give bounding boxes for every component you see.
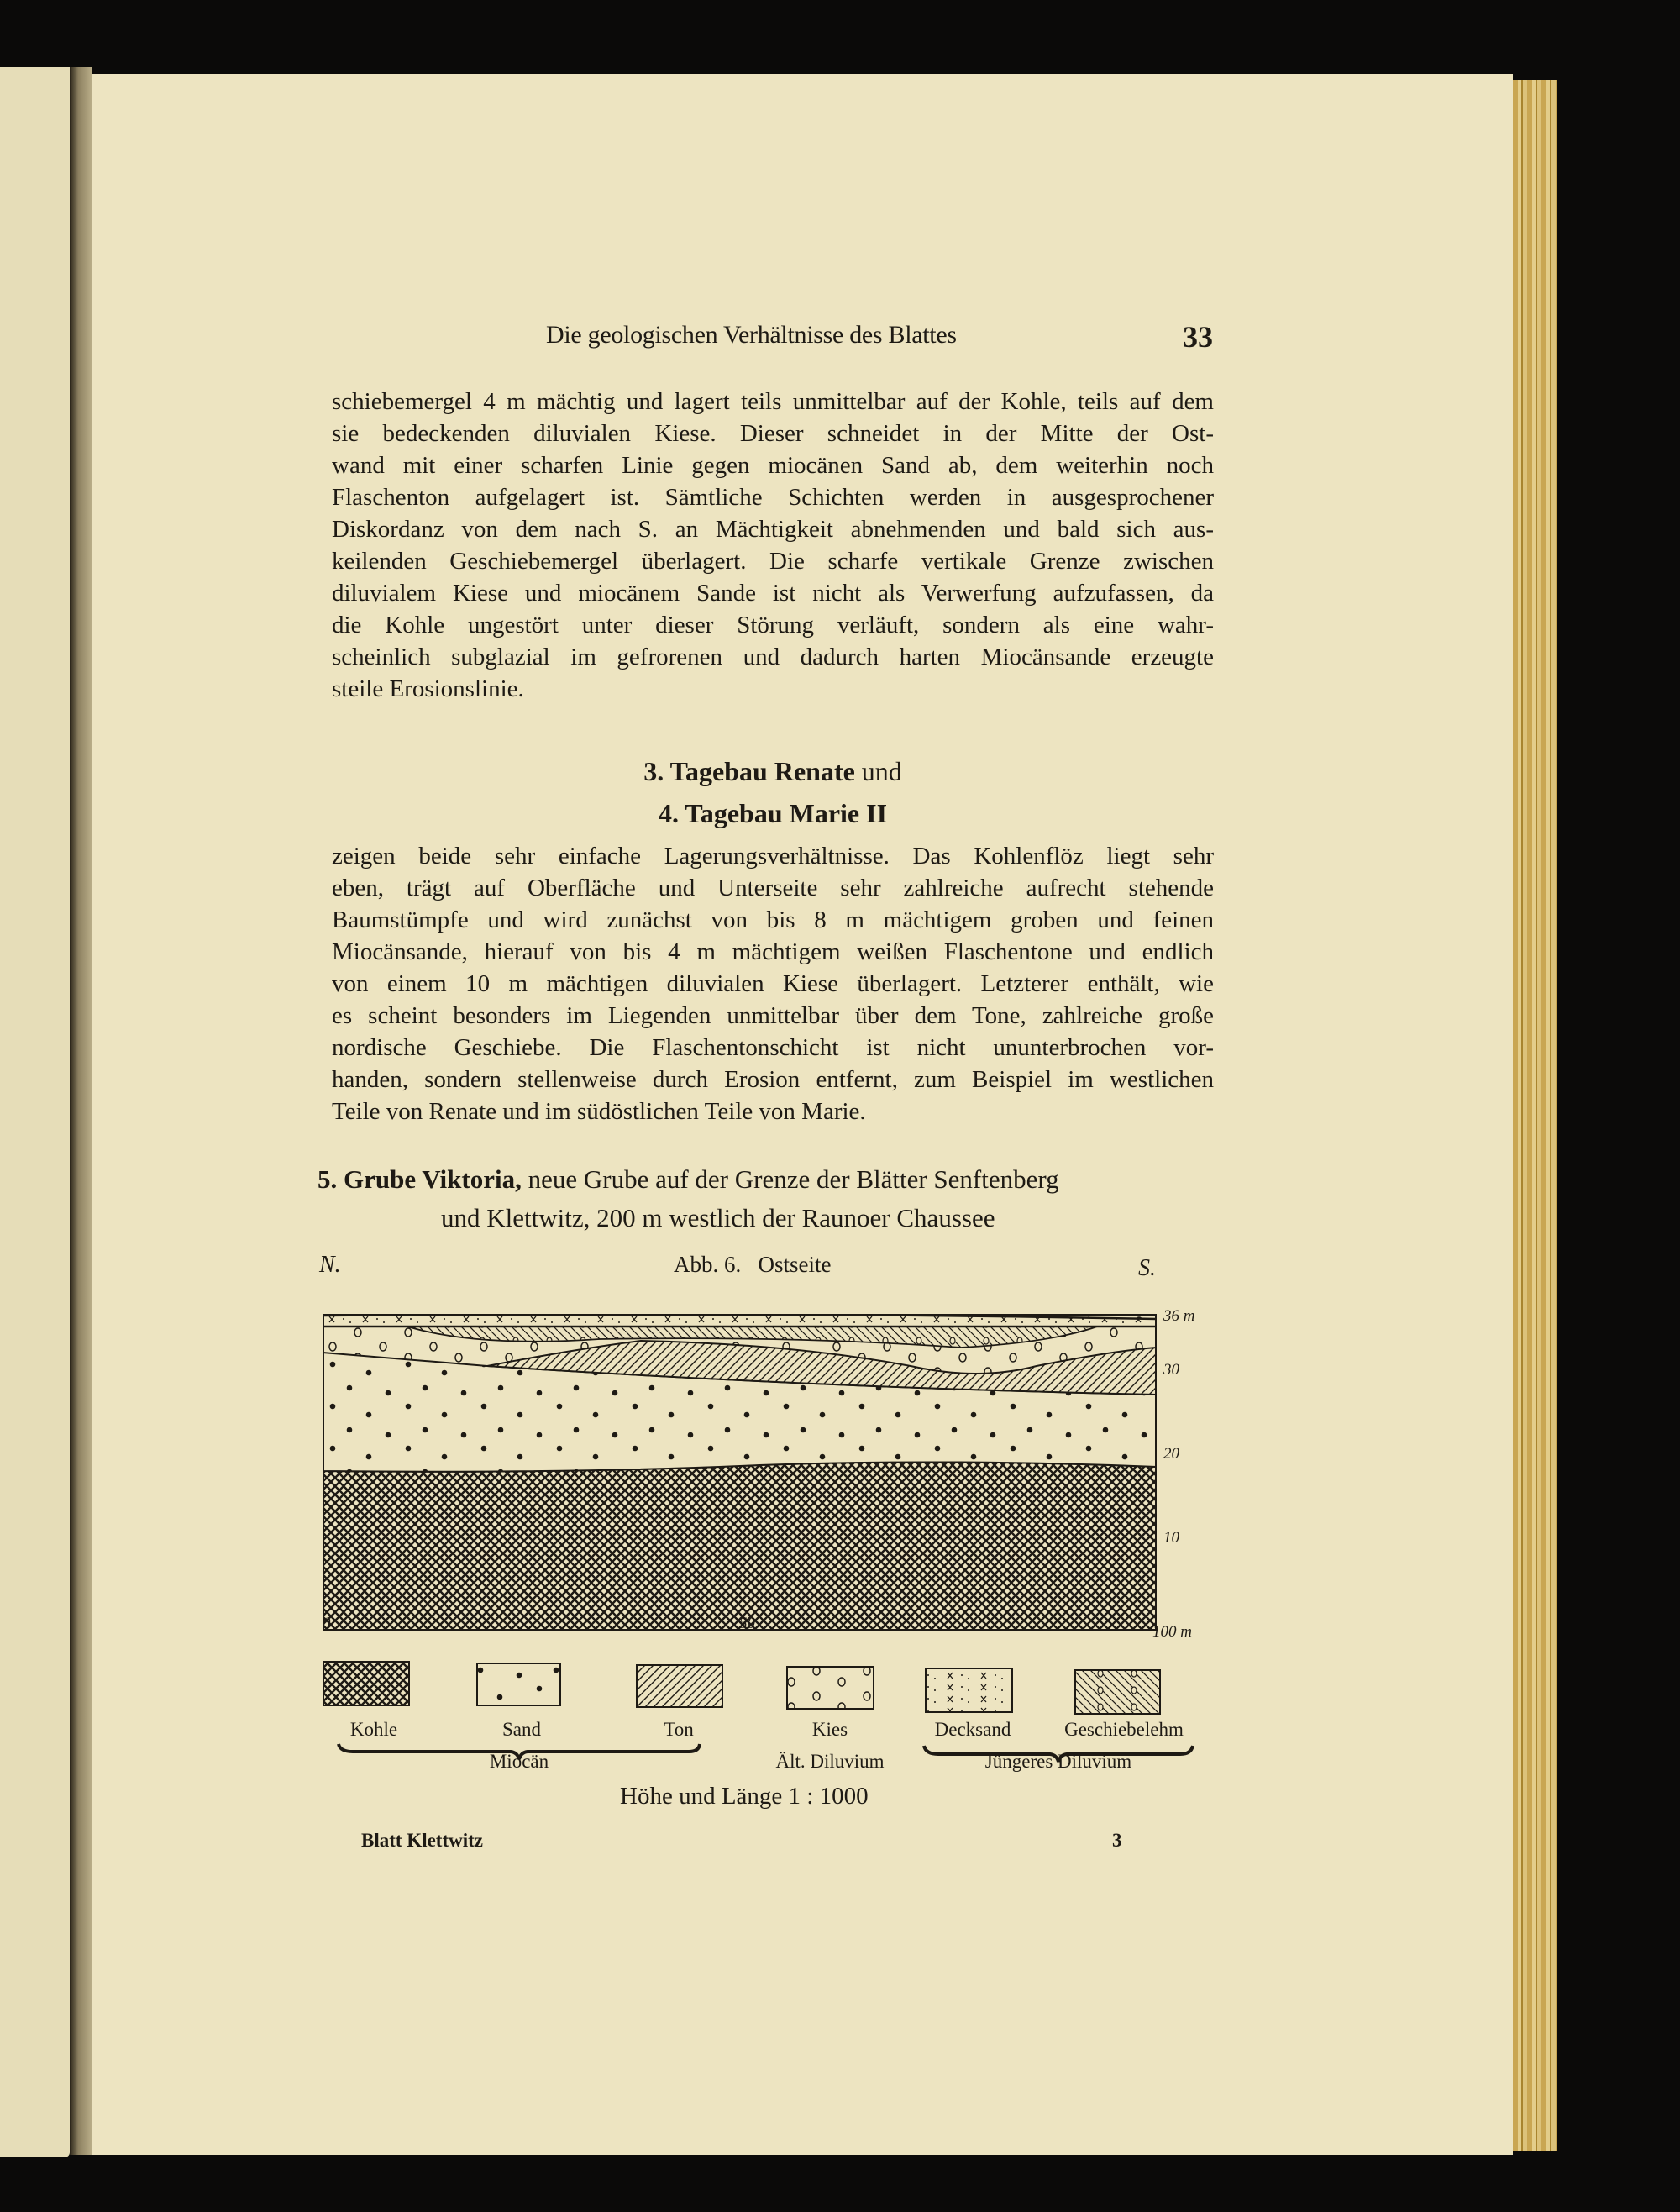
text-line: Teile von Renate und im südöstlichen Teile von Marie. [332,1098,866,1125]
legend-label-kohle: Kohle [349,1719,398,1740]
length-label: 50 [739,1615,755,1632]
heading-bold: 3. Tagebau Renate [643,756,855,786]
legend-label-kies: Kies [811,1719,848,1740]
length-label: 0 [323,1615,331,1632]
paragraph-1 [332,386,1214,705]
paragraph-2 [332,840,1214,1127]
layer-decksand [323,1314,1157,1327]
heading-rest: neue Grube auf der Grenze der Blätter Senftenberg [521,1164,1059,1194]
section-heading-4 [319,798,1226,829]
page-stack-edge [1513,80,1557,2151]
text-line: keilenden Geschiebemergel überlagert. Die scharfe vertikale Grenze zwischen [332,548,1214,575]
text-line: eben, trägt auf Oberfläche und Unterseite sehr zahlreiche aufrecht stehende [332,875,1214,901]
text-line: die Kohle ungestört unter dieser Störung verläuft, sondern als eine wahr- [332,612,1214,638]
text-line: steile Erosionslinie. [332,675,524,702]
text-line: Diskordanz von dem nach S. an Mächtigkeit abnehmenden und bald sich aus- [332,516,1214,543]
section-heading-3 [319,756,1226,787]
group-label-miocaen: Miocän [489,1751,549,1772]
heading-bold: 5. Grube Viktoria, [318,1164,522,1194]
text-line: es scheint besonders im Liegenden unmittelbar über dem Tone, zahlreiche große [332,1002,1214,1029]
book-gutter [70,67,92,2155]
text-line: zeigen beide sehr einfache Lagerungsverhältnisse. Das Kohlenflöz liegt sehr [332,843,1214,870]
legend-label-decksand: Decksand [934,1719,1011,1740]
layer-kohle [323,1462,1157,1630]
text-line: von einem 10 m mächtigen diluvialen Kiese überlagert. Letzterer enthält, wie [332,970,1214,997]
legend-label-ton: Ton [664,1719,694,1740]
heading-bold: 4. Tagebau Marie II [658,798,888,828]
page-number: 33 [1183,320,1213,354]
running-header: Die geologischen Verhältnisse des Blattes [546,321,957,349]
group-label-juengeres-diluvium: Jüngeres Diluvium [984,1751,1132,1772]
text-line: schiebemergel 4 m mächtig und lagert teils unmittelbar auf der Kohle, teils auf dem [332,388,1214,415]
legend-label-sand: Sand [502,1719,541,1740]
figure-caption: Abb. 6. Ostseite [674,1252,832,1277]
text-line: Flaschenton aufgelagert ist. Sämtliche Schichten werden in ausgesprochener [332,484,1214,511]
south-label: S. [1138,1255,1156,1281]
left-page-edge [0,67,70,2157]
length-label: 100 m [1152,1623,1192,1641]
heading-rest: und [854,756,902,786]
text-line: diluvialem Kiese und miocänem Sande ist nicht als Verwerfung aufzufassen, da [332,580,1214,607]
footer-sheet-name: Blatt Klettwitz [361,1830,483,1851]
group-label-aelteres-diluvium: Ält. Diluvium [775,1751,885,1772]
text-line: Miocänsande, hierauf von bis 4 m mächtigem weißen Flaschentone und endlich [332,938,1214,965]
height-label: 20 [1163,1445,1179,1463]
north-label: N. [319,1252,341,1278]
text-line: handen, sondern stellenweise durch Erosion entfernt, zum Beispiel im westlichen [332,1066,1214,1093]
legend-label-geschiebelehm: Geschiebelehm [1064,1719,1184,1740]
height-label: 36 m [1163,1307,1195,1325]
section-heading-5 [318,1164,1059,1195]
text-line: wand mit einer scharfen Linie gegen miocänen Sand ab, dem weiterhin noch [332,452,1214,479]
text-line: nordische Geschiebe. Die Flaschentonschicht ist nicht ununterbrochen vor- [332,1034,1214,1061]
height-label: 30 [1163,1361,1179,1379]
geological-cross-section [323,1314,1157,1631]
height-label: 10 [1163,1529,1179,1547]
section-heading-5-line2: und Klettwitz, 200 m westlich der Raunoer Chaussee [441,1203,995,1232]
text-line: Baumstümpfe und wird zunächst von bis 8 m mächtigem groben und feinen [332,906,1214,933]
text-line: sie bedeckenden diluvialen Kiese. Dieser schneidet in der Mitte der Ost- [332,420,1214,447]
footer-signature-mark: 3 [1112,1830,1122,1851]
text-line: scheinlich subglazial im gefrorenen und dadurch harten Miocänsande erzeugte [332,644,1214,670]
figure-scale: Höhe und Länge 1 : 1000 [620,1783,869,1810]
